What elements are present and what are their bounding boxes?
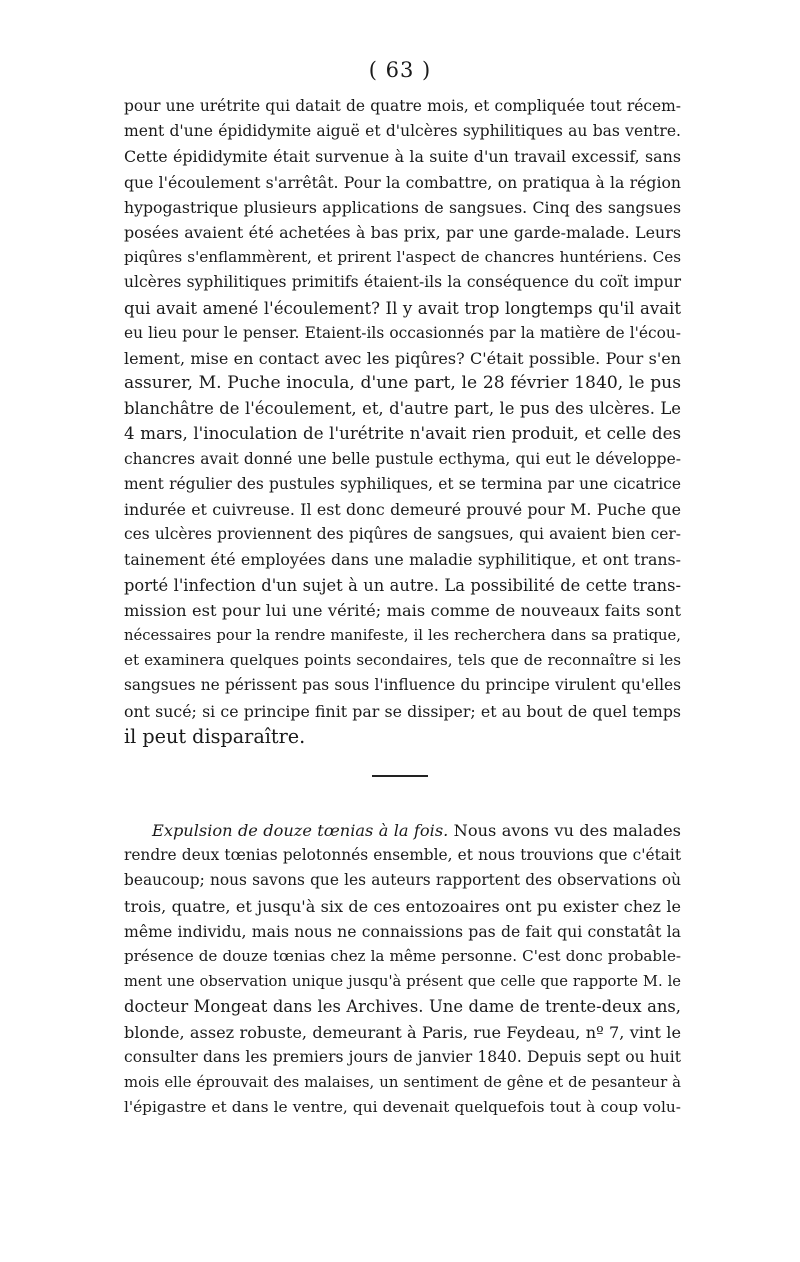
text-line: il peut disparaître. bbox=[124, 724, 306, 748]
text-line: Cette épididymite était survenue à la suite d'un travail excessif, sans bbox=[124, 147, 681, 167]
text-line: blonde, assez robuste, demeurant à Paris, rue Feydeau, nº 7, vint le bbox=[124, 1022, 681, 1042]
text-line: ment régulier des pustules syphiliques, et se termina par une cicatrice bbox=[124, 474, 681, 493]
paragraph-twelve-taenias bbox=[124, 818, 681, 1120]
text-line: sangsues ne périssent pas sous l'influence du principe virulent qu'elles bbox=[124, 676, 681, 695]
text-line: même individu, mais nous ne connaissions pas de fait qui constatât la bbox=[124, 921, 681, 941]
text-line: porté l'infection d'un sujet à un autre. La possibilité de cette trans- bbox=[124, 575, 681, 595]
text-line: que l'écoulement s'arrêtât. Pour la combattre, on pratiqua à la région bbox=[124, 172, 681, 192]
text-line: ment d'une épididymite aiguë et d'ulcères syphilitiques au bas ventre. bbox=[124, 122, 681, 141]
text-line: blanchâtre de l'écoulement, et, d'autre part, le pus des ulcères. Le bbox=[124, 399, 681, 419]
text-line: nécessaires pour la rendre manifeste, il les recherchera dans sa pratique, bbox=[124, 626, 681, 644]
text-line: mois elle éprouvait des malaises, un sentiment de gêne et de pesanteur à bbox=[124, 1072, 681, 1091]
text-line: beaucoup; nous savons que les auteurs rapportent des observations où bbox=[124, 871, 681, 890]
paragraph-leech-syphilis bbox=[124, 94, 681, 749]
text-line-rest: Nous avons vu des malades bbox=[448, 821, 681, 840]
text-line: l'épigastre et dans le ventre, qui devenait quelquefois tout à coup volu- bbox=[124, 1098, 681, 1117]
text-line: hypogastrique plusieurs applications de sangsues. Cinq des sangsues bbox=[124, 197, 681, 217]
page-number: ( 63 ) bbox=[368, 58, 432, 82]
text-line: tainement été employées dans une maladie syphilitique, et ont trans- bbox=[124, 550, 681, 570]
text-line: présence de douze tœnias chez la même personne. C'est donc probable- bbox=[124, 946, 681, 965]
section-separator-rule bbox=[372, 775, 428, 777]
text-line: eu lieu pour le penser. Etaient-ils occasionnés par la matière de l'écou- bbox=[124, 323, 681, 342]
text-line: chancres avait donné une belle pustule ecthyma, qui eut le développe- bbox=[124, 449, 681, 468]
text-line: lement, mise en contact avec les piqûres? C'était possible. Pour s'en bbox=[124, 348, 681, 368]
text-line: consulter dans les premiers jours de janvier 1840. Depuis sept ou huit bbox=[124, 1047, 681, 1066]
text-line: docteur Mongeat dans les Archives. Une dame de trente-deux ans, bbox=[124, 997, 681, 1017]
text-line: posées avaient été achetées à bas prix, par une garde-malade. Leurs bbox=[124, 222, 681, 242]
text-line-with-run-in-title bbox=[124, 818, 681, 843]
text-line: pour une urétrite qui datait de quatre mois, et compliquée tout récem- bbox=[124, 97, 681, 115]
text-line: rendre deux tœnias pelotonnés ensemble, et nous trouvions que c'était bbox=[124, 846, 681, 865]
text-line: mission est pour lui une vérité; mais comme de nouveaux faits sont bbox=[124, 600, 681, 620]
text-line: ont sucé; si ce principe finit par se dissiper; et au bout de quel temps bbox=[124, 701, 681, 721]
text-line: et examinera quelques points secondaires, tels que de reconnaître si les bbox=[124, 651, 681, 670]
text-line: assurer, M. Puche inocula, d'une part, le 28 février 1840, le pus bbox=[124, 373, 681, 394]
text-line: 4 mars, l'inoculation de l'urétrite n'avait rien produit, et celle des bbox=[124, 424, 681, 444]
text-line: ulcères syphilitiques primitifs étaient-ils la conséquence du coït impur bbox=[124, 273, 681, 292]
text-line: piqûres s'enflammèrent, et prirent l'aspect de chancres huntériens. Ces bbox=[124, 248, 681, 267]
section-run-in-title: Expulsion de douze tœnias à la fois. bbox=[152, 821, 449, 840]
text-line: trois, quatre, et jusqu'à six de ces entozoaires ont pu exister chez le bbox=[124, 896, 681, 916]
text-line: ces ulcères proviennent des piqûres de sangsues, qui avaient bien cer- bbox=[124, 525, 681, 544]
text-line: qui avait amené l'écoulement? Il y avait trop longtemps qu'il avait bbox=[124, 298, 681, 318]
text-line: ment une observation unique jusqu'à présent que celle que rapporte M. le bbox=[124, 973, 681, 991]
text-line: indurée et cuivreuse. Il est donc demeuré prouvé pour M. Puche que bbox=[124, 500, 681, 519]
